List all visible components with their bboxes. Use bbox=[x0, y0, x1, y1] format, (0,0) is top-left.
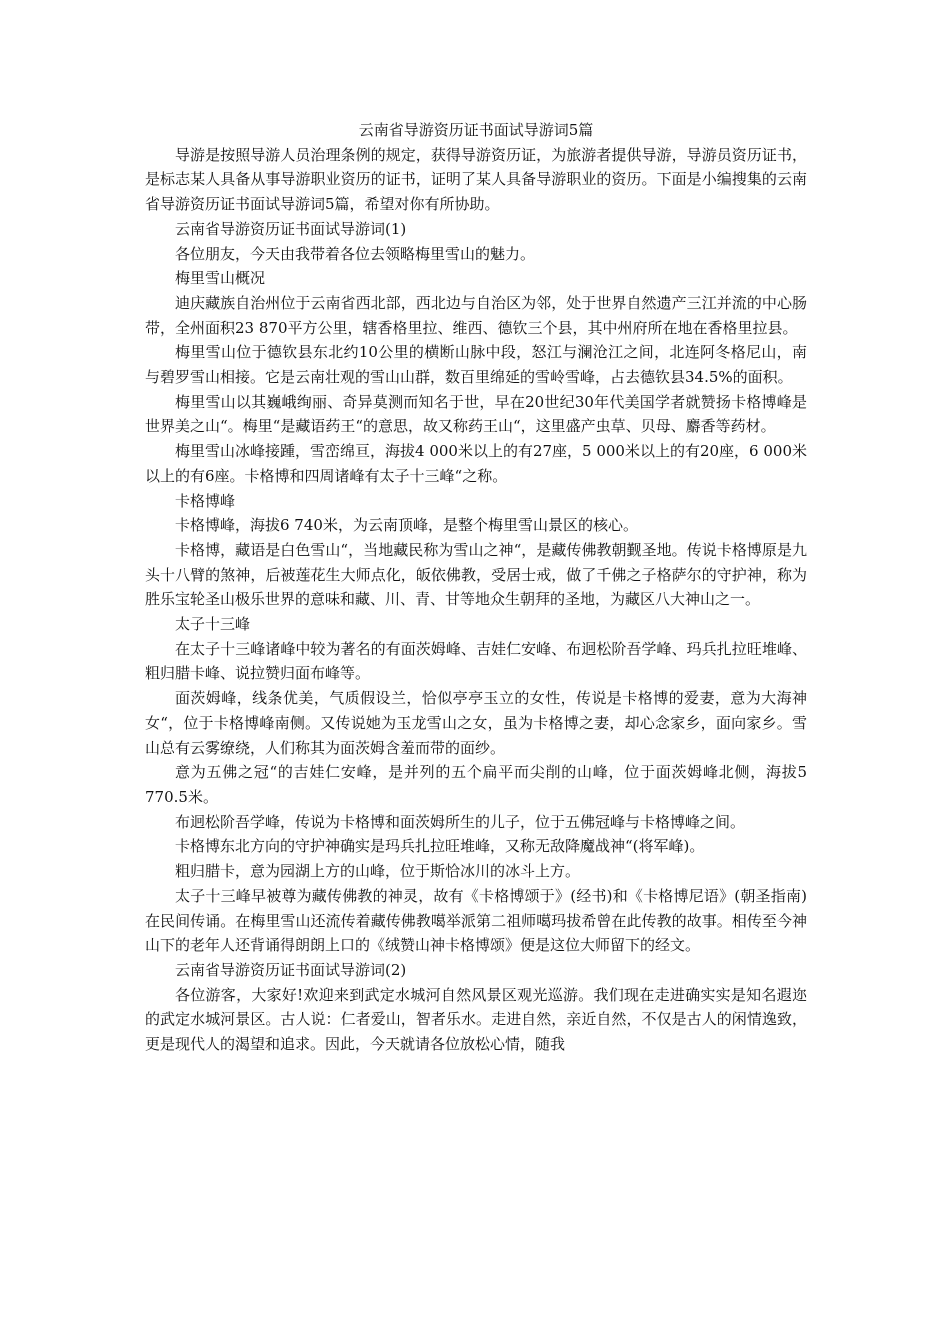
paragraph: 布迥松阶吾学峰，传说为卡格博和面茨姆所生的儿子，位于五佛冠峰与卡格博峰之间。 bbox=[175, 812, 746, 831]
paragraph: 梅里雪山位于德钦县东北约10公里的横断山脉中段，怒江与澜沧江之间，北连阿冬格尼山，南与碧罗雪山相接。它是云南壮观的雪山山群，数百里绵延的雪岭雪峰，占去德钦县34.5%的面积。 bbox=[145, 343, 807, 387]
paragraph: 面茨姆峰，线条优美，气质假设兰，恰似亭亭玉立的女性，传说是卡格博的爱妻，意为大海神女“，位于卡格博峰南侧。又传说她为玉龙雪山之女，虽为卡格博之妻，却心念家乡，面向家乡。雪山总有云雾缭绕，人们称其为面茨姆含羞而带的面纱。 bbox=[145, 689, 807, 757]
paragraph: 梅里雪山以其巍峨绚丽、奇异莫测而知名于世，早在20世纪30年代美国学者就赞扬卡格博峰是世界美之山“。梅里“是藏语药王“的意思，故又称药王山“，这里盛产虫草、贝母、麝香等药材。 bbox=[145, 392, 807, 436]
paragraph: 迪庆藏族自治州位于云南省西北部，西北边与自治区为邻，处于世界自然遗产三江并流的中心肠带，全州面积23 870平方公里，辖香格里拉、维西、德钦三个县，其中州府所在地在香格里拉县。 bbox=[145, 293, 807, 337]
document-title: 云南省导游资历证书面试导游词5篇 bbox=[358, 121, 594, 139]
paragraph: 意为五佛之冠“的吉娃仁安峰，是并列的五个扁平而尖削的山峰，位于面茨姆峰北侧，海拔5 770.5米。 bbox=[145, 763, 807, 806]
subheading-thirteen-peaks: 太子十三峰 bbox=[175, 615, 251, 634]
paragraph: 各位游客，大家好!欢迎来到武定水城河自然风景区观光巡游。我们现在走进确实实是知名遐迩的武定水城河景区。古人说：仁者爱山，智者乐水。走进自然，亲近自然，不仅是古人的闲情逸致，更是现代人的渴望和追求。因此，今天就请各位放松心情，随我 bbox=[145, 985, 807, 1054]
section-heading-1: 云南省导游资历证书面试导游词(1) bbox=[175, 219, 407, 238]
paragraph: 卡格博峰，海拔6 740米，为云南顶峰，是整个梅里雪山景区的核心。 bbox=[175, 516, 638, 535]
subheading-meili-overview: 梅里雪山概况 bbox=[175, 269, 266, 288]
paragraph: 卡格博东北方向的守护神确实是玛兵扎拉旺堆峰，又称无敌降魔战神“(将军峰)。 bbox=[175, 837, 705, 856]
paragraph: 梅里雪山冰峰接踵，雪峦绵亘，海拔4 000米以上的有27座，5 000米以上的有20座，6 000米以上的有6座。卡格博和四周诸峰有太子十三峰“之称。 bbox=[145, 442, 808, 485]
section-heading-2: 云南省导游资历证书面试导游词(2) bbox=[175, 960, 407, 979]
paragraph: 太子十三峰早被尊为藏传佛教的神灵，故有《卡格博颂于》(经书)和《卡格博尼语》(朝圣指南)在民间传诵。在梅里雪山还流传着藏传佛教噶举派第二祖师噶玛拔希曾在此传教的故事。相传至今神山下的老年人还背诵得朗朗上口的《绒赞山神卡格博颂》便是这位大师留下的经文。 bbox=[145, 886, 807, 955]
subheading-kagebo-peak: 卡格博峰 bbox=[175, 491, 236, 510]
paragraph: 各位朋友，今天由我带着各位去领略梅里雪山的魅力。 bbox=[175, 244, 536, 263]
paragraph: 卡格博，藏语是白色雪山“，当地藏民称为雪山之神“，是藏传佛教朝觐圣地。传说卡格博原是九头十八臂的煞神，后被莲花生大师点化，皈依佛教，受居士戒，做了千佛之子格萨尔的守护神，称为胜乐宝轮圣山极乐世界的意味和藏、川、青、甘等地众生朝拜的圣地，为藏区八大神山之一。 bbox=[145, 540, 807, 609]
intro-paragraph: 导游是按照导游人员治理条例的规定，获得导游资历证，为旅游者提供导游，导游员资历证书，是标志某人具备从事导游职业资历的证书，证明了某人具备导游职业的资历。下面是小编搜集的云南省导游资历证书面试导游词5篇，希望对你有所协助。 bbox=[145, 145, 807, 214]
paragraph: 粗归腊卡，意为园湖上方的山峰，位于斯恰冰川的冰斗上方。 bbox=[175, 862, 581, 881]
paragraph: 在太子十三峰诸峰中较为著名的有面茨姆峰、吉娃仁安峰、布迥松阶吾学峰、玛兵扎拉旺堆峰、粗归腊卡峰、说拉赞归面布峰等。 bbox=[145, 639, 807, 683]
document-page bbox=[145, 118, 807, 1057]
